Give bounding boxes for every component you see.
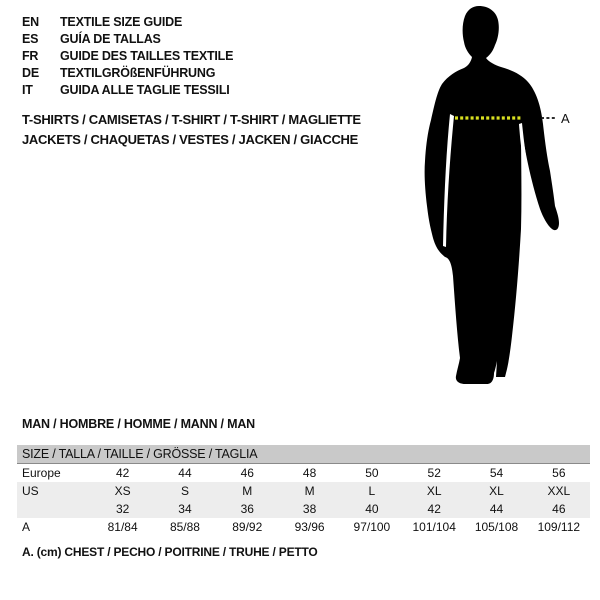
language-row bbox=[22, 47, 233, 64]
table-row-europe bbox=[17, 464, 590, 483]
language-code: FR bbox=[22, 48, 39, 63]
size-cell: XS bbox=[91, 482, 153, 500]
size-cell: 56 bbox=[552, 466, 566, 480]
table-header-bar: SIZE / TALLA / TAILLE / GRÖSSE / TAGLIA bbox=[17, 445, 590, 464]
row-label: US bbox=[17, 482, 91, 500]
table-header-row bbox=[17, 445, 590, 464]
size-cell: 105/108 bbox=[474, 520, 519, 534]
size-table bbox=[17, 445, 590, 536]
language-list bbox=[22, 13, 233, 98]
table-row-alt-size bbox=[17, 500, 590, 518]
language-title: GUIDE DES TAILLES TEXTILE bbox=[60, 48, 234, 63]
row-label: A bbox=[22, 520, 31, 534]
language-code: EN bbox=[22, 14, 39, 29]
product-type-lines bbox=[22, 110, 361, 150]
size-cell: XL bbox=[403, 482, 465, 500]
size-cell: 101/104 bbox=[412, 520, 456, 534]
language-code: IT bbox=[22, 82, 33, 97]
size-cell: 38 bbox=[278, 500, 340, 518]
size-cell: S bbox=[154, 482, 216, 500]
language-row bbox=[22, 81, 233, 98]
size-cell: M bbox=[278, 482, 340, 500]
size-cell: 44 bbox=[178, 466, 192, 480]
size-cell: 48 bbox=[302, 466, 317, 480]
language-row bbox=[22, 13, 233, 30]
measure-footnote: A. (cm) CHEST / PECHO / POITRINE / TRUHE / PETTO bbox=[22, 545, 318, 559]
language-row bbox=[22, 30, 233, 47]
size-cell: 42 bbox=[403, 500, 465, 518]
size-cell: M bbox=[216, 482, 278, 500]
product-line-jackets: JACKETS / CHAQUETAS / VESTES / JACKEN / GIACCHE bbox=[22, 132, 358, 147]
product-line-tshirts: T-SHIRTS / CAMISETAS / T-SHIRT / T-SHIRT / MAGLIETTE bbox=[22, 112, 361, 127]
section-title-man: MAN / HOMBRE / HOMME / MANN / MAN bbox=[22, 417, 255, 431]
man-silhouette-figure bbox=[415, 4, 575, 389]
size-cell: 85/88 bbox=[169, 520, 200, 534]
language-code: ES bbox=[22, 31, 39, 46]
size-cell: 97/100 bbox=[353, 520, 391, 534]
size-cell: 50 bbox=[365, 466, 379, 480]
chest-measure-label: A bbox=[561, 111, 570, 126]
size-cell: 36 bbox=[216, 500, 278, 518]
size-cell: L bbox=[341, 482, 403, 500]
size-cell: 34 bbox=[154, 500, 216, 518]
language-title: TEXTILGRÖßENFÜHRUNG bbox=[60, 65, 216, 80]
language-row bbox=[22, 64, 233, 81]
language-title: GUIDA ALLE TAGLIE TESSILI bbox=[60, 82, 230, 97]
language-title: GUÍA DE TALLAS bbox=[60, 31, 161, 46]
size-cell: 54 bbox=[489, 466, 504, 480]
row-label bbox=[17, 500, 91, 518]
size-cell: 42 bbox=[115, 466, 130, 480]
size-cell: 109/112 bbox=[537, 520, 581, 534]
size-cell: XXL bbox=[528, 482, 590, 500]
size-cell: XL bbox=[465, 482, 527, 500]
language-code: DE bbox=[22, 65, 39, 80]
size-cell: 52 bbox=[427, 466, 441, 480]
man-silhouette-svg bbox=[415, 4, 575, 389]
size-cell: 46 bbox=[240, 466, 254, 480]
table-row-chest-a bbox=[17, 518, 590, 536]
row-label: Europe bbox=[22, 466, 61, 480]
size-cell: 89/92 bbox=[232, 520, 263, 534]
table-row-us bbox=[17, 482, 590, 500]
size-cell: 93/96 bbox=[294, 520, 325, 534]
size-cell: 44 bbox=[465, 500, 527, 518]
size-cell: 81/84 bbox=[107, 520, 138, 534]
size-cell: 40 bbox=[341, 500, 403, 518]
language-title: TEXTILE SIZE GUIDE bbox=[60, 14, 183, 29]
size-cell: 46 bbox=[528, 500, 590, 518]
size-cell: 32 bbox=[91, 500, 153, 518]
